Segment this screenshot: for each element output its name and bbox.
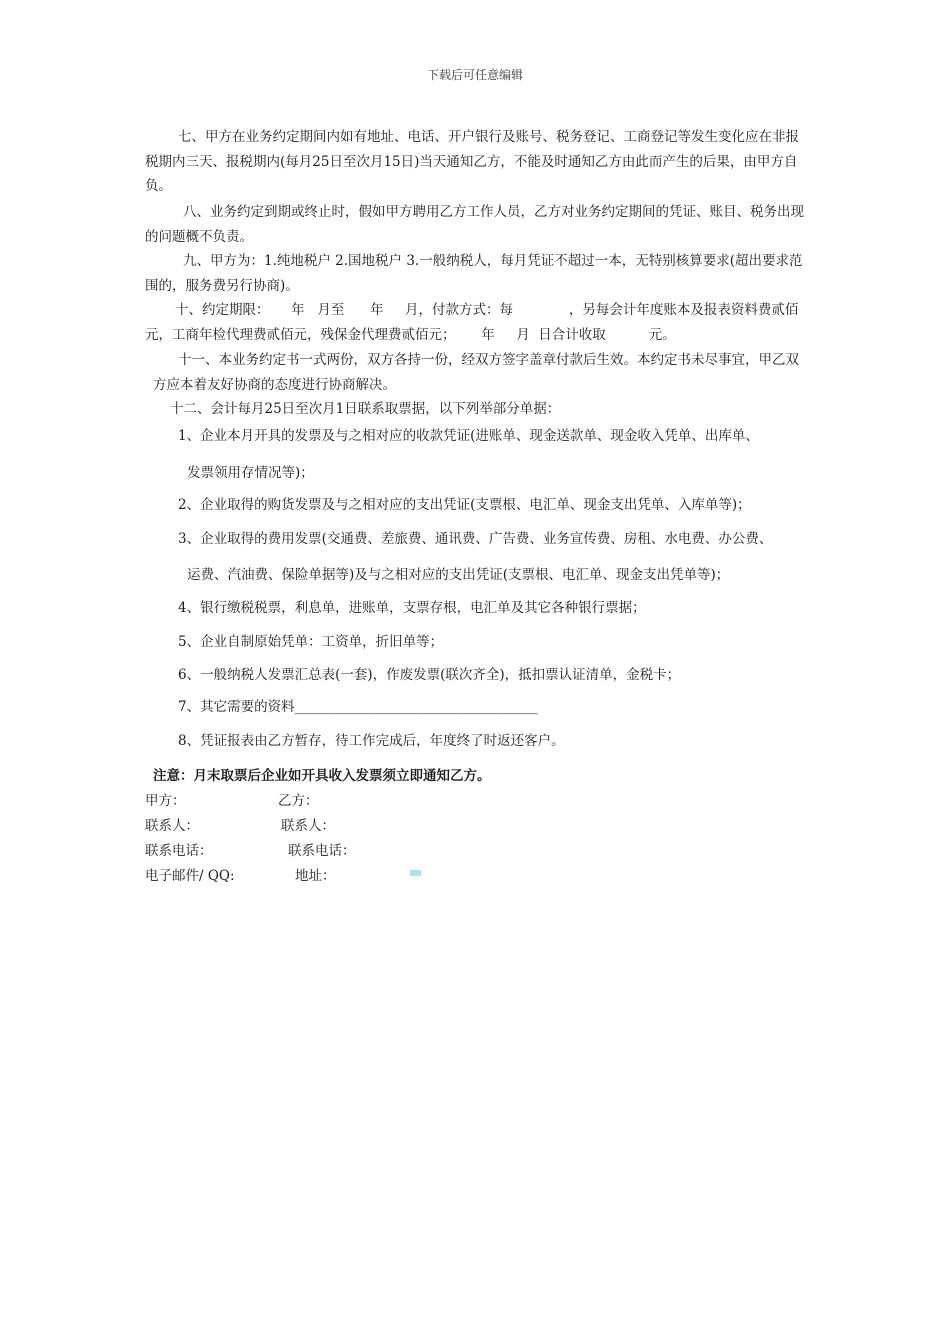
list-item-7: 7、其它需要的资料____________________________________ (178, 699, 538, 715)
highlight-mark (410, 870, 421, 876)
notice-text: 注意：月末取票后企业如开具收入发票须立即通知乙方。 (153, 768, 491, 784)
email-a-label: 电子邮件/ QQ: (145, 868, 235, 884)
clause-11: 十一、本业务约定书一式两份，双方各持一份，经双方签字盖章付款后生效。本约定书未尽事宜，甲乙双方应本着友好协商的态度进行协商解决。 (153, 352, 799, 393)
address-b-label: 地址： (295, 868, 336, 884)
list-item-1: 1、企业本月开具的发票及与之相对应的收款凭证(进账单、现金送款单、现金收入凭单、出库单、 (178, 428, 759, 444)
clause-10: 十、约定期限： 年 月至 年 月，付款方式：每 ，另每会计年度账本及报表资料费贰佰元，工商年检代理费贰佰元，残保金代理费贰佰元； 年 月 日合计收取 元。 (145, 302, 799, 343)
phone-a-label: 联系电话： (145, 843, 213, 859)
page-header: 下载后可任意编辑 (426, 68, 523, 82)
list-item-8: 8、凭证报表由乙方暂存，待工作完成后，年度终了时返还客户。 (178, 733, 565, 749)
clause-7: 七、甲方在业务约定期间内如有地址、电话、开户银行及账号、税务登记、工商登记等发生变化应在非报税期内三天、报税期内(每月25日至次月15日)当天通知乙方，不能及时通知乙方由此而产生的后果，由甲方自负。 (145, 129, 799, 194)
list-item-5: 5、企业自制原始凭单：工资单，折旧单等； (178, 634, 444, 650)
contact-a-label: 联系人： (145, 818, 199, 834)
clause-8: 八、业务约定到期或终止时，假如甲方聘用乙方工作人员，乙方对业务约定期间的凭证、账目、税务出现的问题概不负责。 (145, 204, 804, 245)
list-item-4: 4、银行缴税税票，利息单，进账单，支票存根，电汇单及其它各种银行票据； (178, 600, 646, 616)
party-b-label: 乙方： (278, 793, 319, 809)
phone-b-label: 联系电话： (288, 843, 356, 859)
party-a-label: 甲方： (145, 793, 186, 809)
list-item-6: 6、一般纳税人发票汇总表(一套)，作废发票(联次齐全)，抵扣票认证清单，金税卡； (178, 667, 681, 683)
clause-12: 十二、会计每月25日至次月1日联系取票据，以下列举部分单据： (170, 401, 561, 417)
list-item-3-continued: 运费、汽油费、保险单据等)及与之相对应的支出凭证(支票根、电汇单、现金支出凭单等)； (187, 567, 730, 583)
contact-b-label: 联系人： (281, 818, 335, 834)
list-item-3: 3、企业取得的费用发票(交通费、差旅费、通讯费、广告费、业务宣传费、房租、水电费、办公费、 (178, 531, 773, 547)
list-item-2: 2、企业取得的购货发票及与之相对应的支出凭证(支票根、电汇单、现金支出凭单、入库单等)； (178, 497, 751, 513)
clause-9: 九、甲方为：1.纯地税户 2.国地税户 3.一般纳税人，每月凭证不超过一本，无特别核算要求(超出要求范围的，服务费另行协商)。 (145, 253, 803, 294)
list-item-1-continued: 发票领用存情况等)； (187, 465, 314, 481)
